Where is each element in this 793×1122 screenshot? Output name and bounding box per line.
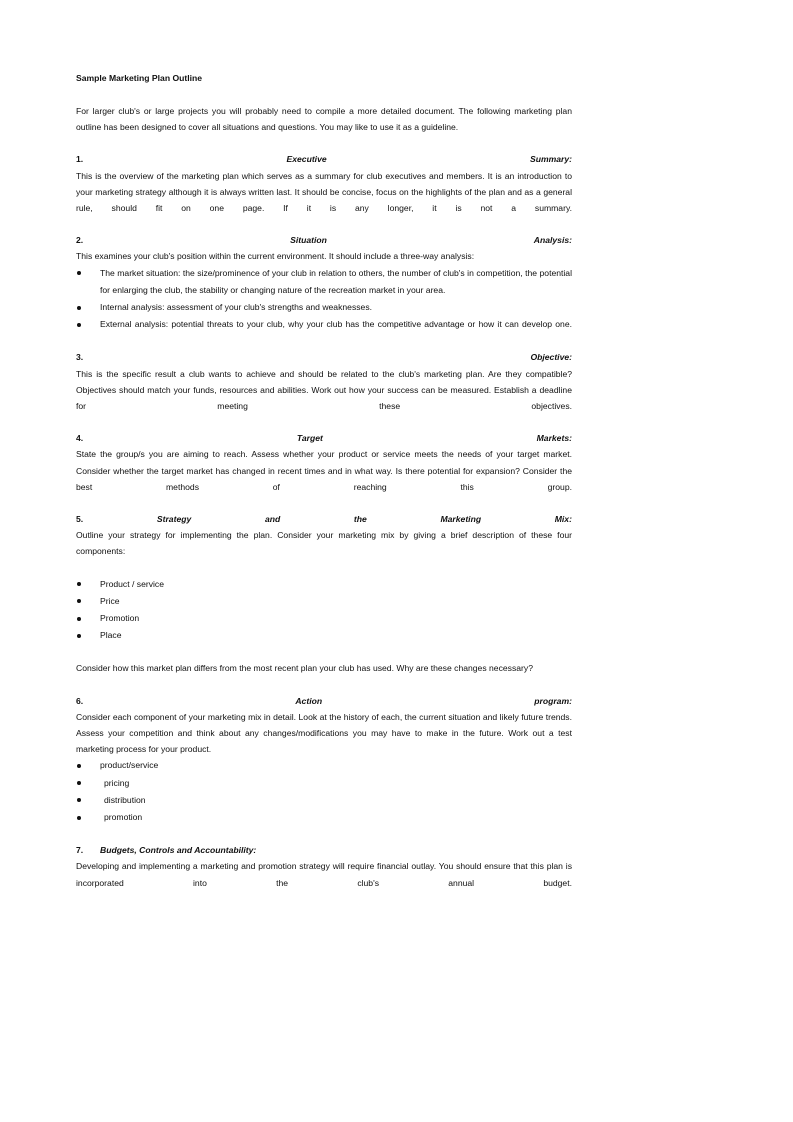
section-executive-summary bbox=[76, 151, 572, 216]
section-heading bbox=[76, 430, 572, 446]
section-heading bbox=[76, 232, 572, 248]
section-heading-word: and bbox=[264, 514, 281, 524]
list-item: Place bbox=[76, 627, 572, 644]
section-heading-word: Target bbox=[296, 433, 323, 444]
list-item: product/service bbox=[76, 757, 572, 774]
section-body: State the group/s you are aiming to reach. Assess whether your product or service meets the needs of your target market. Consider whether the target market has changed in recent times and in what way. Is there potential for expansion? Consider the best methods of reaching this group. bbox=[76, 449, 572, 492]
section-body: Consider each component of your marketing mix in detail. Look at the history of each, the current situation and likely future trends. Assess your competition and think about any changes/modifications you may have to make in the future. Work out a test marketing process for your product. bbox=[76, 711, 572, 755]
section-note: Consider how this market plan differs from the most recent plan your club has used. Why are these changes necessary? bbox=[76, 663, 533, 674]
list-item: Price bbox=[76, 593, 572, 610]
section-objective bbox=[76, 349, 572, 414]
section-heading bbox=[76, 511, 572, 527]
section-body: Outline your strategy for implementing the plan. Consider your marketing mix by giving a brief description of these four components: bbox=[76, 530, 572, 557]
list-item: Product / service bbox=[76, 576, 572, 593]
section-heading-text: Budgets, Controls and Accountability: bbox=[100, 845, 257, 856]
section-heading-word: Strategy bbox=[156, 514, 192, 524]
section-heading-word: Executive bbox=[286, 154, 327, 165]
section-action-program bbox=[76, 693, 572, 827]
section-number: 1. bbox=[76, 154, 84, 165]
document-body bbox=[76, 70, 572, 891]
list-item: promotion bbox=[76, 809, 572, 826]
bullet-list bbox=[76, 576, 572, 645]
list-item: Promotion bbox=[76, 610, 572, 627]
section-heading bbox=[76, 693, 572, 709]
list-item: The market situation: the size/prominence of your club in relation to others, the number of club's in competition, the potential for enlarging the club, the stability or changing nature of the recreation market in your area. bbox=[76, 265, 572, 299]
document-title: Sample Marketing Plan Outline bbox=[76, 73, 203, 83]
section-heading bbox=[76, 349, 572, 365]
section-heading-word: Mix: bbox=[554, 514, 572, 524]
list-item: distribution bbox=[76, 792, 572, 809]
section-heading-word: Action bbox=[295, 695, 323, 706]
list-item: Internal analysis: assessment of your club's strengths and weaknesses. bbox=[76, 299, 572, 316]
section-body: This examines your club's position within the current environment. It should include a three-way analysis: bbox=[76, 251, 475, 262]
section-heading bbox=[76, 151, 572, 167]
section-number: 4. bbox=[76, 433, 84, 444]
section-heading-word: program: bbox=[534, 695, 572, 706]
section-number: 6. bbox=[76, 695, 84, 706]
section-budgets-controls bbox=[76, 842, 572, 891]
section-number: 3. bbox=[76, 352, 84, 363]
list-item: pricing bbox=[76, 775, 572, 792]
section-heading-word: Analysis: bbox=[533, 235, 572, 246]
section-number: 2. bbox=[76, 235, 84, 246]
section-body: Developing and implementing a marketing and promotion strategy will require financial outlay. You should ensure that this plan is incorporated into the club's annual budget. bbox=[76, 861, 572, 888]
section-situation-analysis bbox=[76, 232, 572, 333]
section-heading-word: Summary: bbox=[529, 154, 572, 165]
section-body: This is the overview of the marketing plan which serves as a summary for club executives and members. It is an introduction to your marketing strategy although it is always written last. It should be concise, focus on the highlights of the plan and as a general rule, should fit on one page. If it is any longer, it is not a summary. bbox=[76, 170, 572, 213]
section-heading-word: Markets: bbox=[536, 433, 572, 444]
section-strategy-marketing-mix bbox=[76, 511, 572, 677]
section-heading-word: Marketing bbox=[440, 514, 482, 524]
section-heading-word: Objective: bbox=[530, 352, 572, 363]
section-target-markets bbox=[76, 430, 572, 495]
section-number: 7. bbox=[76, 845, 84, 856]
section-heading-word: the bbox=[353, 514, 367, 524]
section-heading bbox=[76, 842, 572, 858]
section-body: This is the specific result a club wants to achieve and should be related to the club's marketing plan. Are they compatible? Objectives should match your funds, resources and abilities. Work out how your success can be measured. Establish a deadline for meeting these objectives. bbox=[76, 368, 572, 411]
list-item: External analysis: potential threats to your club, why your club has the competitive advantage or how it can develop one. bbox=[76, 316, 572, 333]
bullet-list bbox=[76, 757, 572, 826]
section-heading-word: Situation bbox=[290, 235, 327, 246]
section-number: 5. bbox=[76, 514, 84, 524]
bullet-list bbox=[76, 265, 572, 334]
intro-paragraph: For larger club's or large projects you will probably need to compile a more detailed document. The following marketing plan outline has been designed to cover all situations and questions. You may like to use it as a guideline. bbox=[76, 106, 572, 133]
